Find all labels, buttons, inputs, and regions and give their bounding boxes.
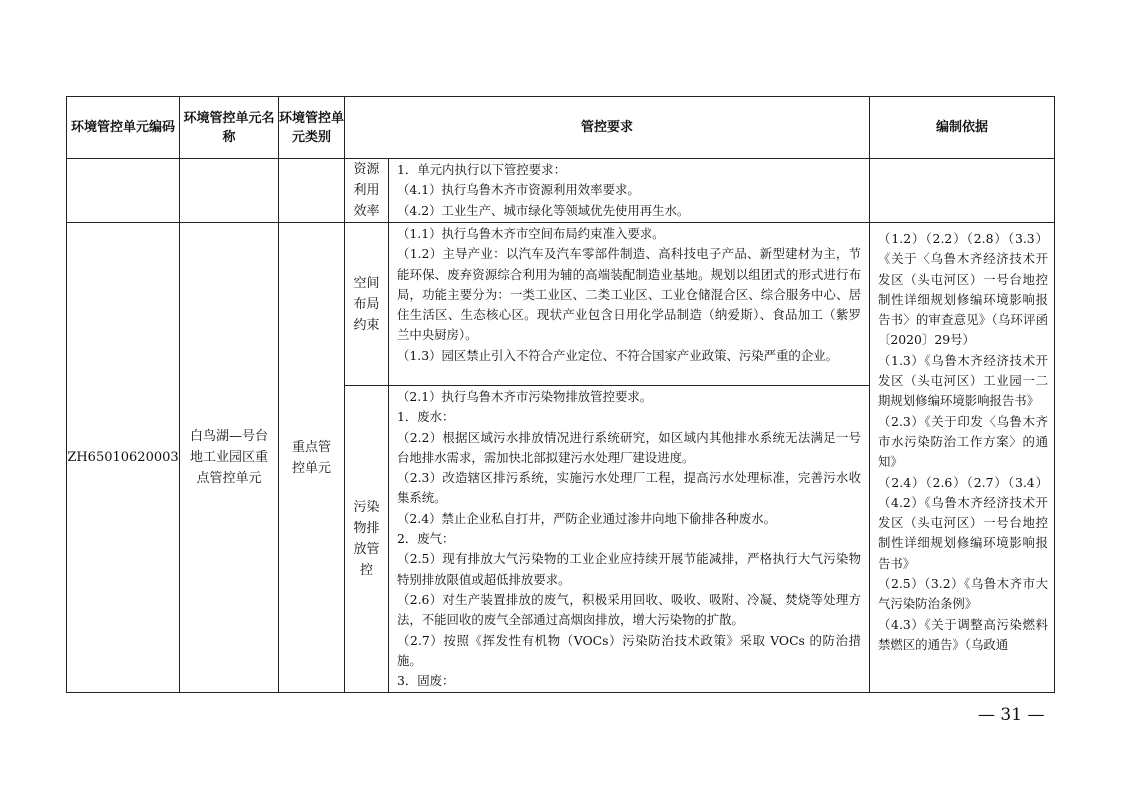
table-row xyxy=(67,223,1055,386)
requirement-line: （1.2）主导产业：以汽车及汽车零部件制造、高科技电子产品、新型建材为主，节能环保、废弃资源综合利用为辅的高端装配制造业基地。规划以组团式的形式进行布局，功能主要分为：一类工业区、二类工业区、工业仓储混合区、综合服务中心、居住生活区、生态核心区。现状产业包含日用化学品制造（纳爱斯）、食品加工（紫罗兰中央厨房）。 xyxy=(397,246,862,343)
table-row xyxy=(67,159,1055,223)
header-basis: 编制依据 xyxy=(870,97,1055,159)
basis-references xyxy=(870,223,1055,693)
basis-line: （4.3）《关于调整高污染燃料禁燃区的通告》（乌政通 xyxy=(878,616,1049,652)
control-type-spatial-layout: 空间布局约束 xyxy=(345,223,389,386)
requirement-line: 1．废水： xyxy=(397,409,455,425)
empty-cell xyxy=(67,159,180,223)
empty-cell xyxy=(870,159,1055,223)
requirement-line: （2.7）按照《挥发性有机物（VOCs）污染防治技术政策》采取 VOCs 的防治措施。 xyxy=(397,632,862,668)
requirement-line: （2.3）改造辖区排污系统，实施污水处理厂工程，提高污水处理标准，完善污水收集系统。 xyxy=(397,470,862,506)
requirement-line: （1.1）执行乌鲁木齐市空间布局约束准入要求。 xyxy=(397,226,665,241)
requirement-line: （2.5）现有排放大气污染物的工业企业应持续开展节能减排，严格执行大气污染物特别排放限值或超低排放要求。 xyxy=(397,551,862,587)
unit-category: 重点管控单元 xyxy=(279,223,345,693)
unit-code: ZH65010620003 xyxy=(67,223,180,693)
requirement-resource-efficiency xyxy=(389,159,870,223)
unit-name: 白鸟湖—号台地工业园区重点管控单元 xyxy=(180,223,279,693)
requirement-line: 1．单元内执行以下管控要求： xyxy=(397,162,566,177)
control-type-resource-efficiency: 资源利用效率 xyxy=(345,159,389,223)
requirement-line: （2.2）根据区域污水排放情况进行系统研究，如区域内其他排水系统无法满足一号台地排水需求，需加快北部拟建污水处理厂建设进度。 xyxy=(397,429,862,465)
requirement-line: 2．废气： xyxy=(397,531,455,547)
basis-line: （1.3）《乌鲁木齐经济技术开发区（头屯河区）工业园一二期规划修编环境影响报告书》 xyxy=(878,352,1049,409)
basis-line: （2.5）（3.2）《乌鲁木齐市大气污染防治条例》 xyxy=(878,576,1049,612)
requirement-line: （4.1）执行乌鲁木齐市资源利用效率要求。 xyxy=(397,182,640,198)
page-number: — 31 — xyxy=(978,705,1045,725)
empty-cell xyxy=(279,159,345,223)
requirement-line: （2.4）禁止企业私自打井，严防企业通过渗井向地下偷排各种废水。 xyxy=(397,510,777,526)
header-control-requirements: 管控要求 xyxy=(345,97,870,159)
requirement-spatial-layout xyxy=(389,223,870,386)
basis-line: （1.2）（2.2）（2.8）（3.3）《关于〈乌鲁木齐经济技术开发区（头屯河区）一号台地控制性详细规划修编环境影响报告书〉的审查意见》（乌环评函〔2020〕29号） xyxy=(878,231,1049,348)
header-unit-name: 环境管控单元名称 xyxy=(180,97,279,159)
control-requirements-table xyxy=(66,96,1055,693)
basis-line: （2.4）（2.6）（2.7）（3.4）（4.2）《乌鲁木齐经济技术开发区（头屯河区）一号台地控制性详细规划修编环境影响报告书》 xyxy=(878,474,1049,571)
empty-cell xyxy=(180,159,279,223)
header-unit-code: 环境管控单元编码 xyxy=(67,97,180,159)
requirement-line: （1.3）园区禁止引入不符合产业定位、不符合国家产业政策、污染严重的企业。 xyxy=(397,347,838,363)
header-unit-category: 环境管控单元类别 xyxy=(279,97,345,159)
requirement-pollution xyxy=(389,386,870,693)
requirement-line: （2.1）执行乌鲁木齐市污染物排放管控要求。 xyxy=(397,389,653,404)
header-row xyxy=(67,97,1055,159)
requirement-line: （4.2）工业生产、城市绿化等领域优先使用再生水。 xyxy=(397,202,690,218)
requirement-line: 3．固废： xyxy=(397,673,455,689)
requirement-line: （2.6）对生产装置排放的废气，积极采用回收、吸收、吸附、冷凝、焚烧等处理方法，不能回收的废气全部通过高烟囱排放，增大污染物的扩散。 xyxy=(397,591,862,628)
basis-line: （2.3）《关于印发〈乌鲁木齐市水污染防治工作方案〉的通知》 xyxy=(878,413,1049,470)
control-type-pollution: 污染物排放管控 xyxy=(345,386,389,693)
